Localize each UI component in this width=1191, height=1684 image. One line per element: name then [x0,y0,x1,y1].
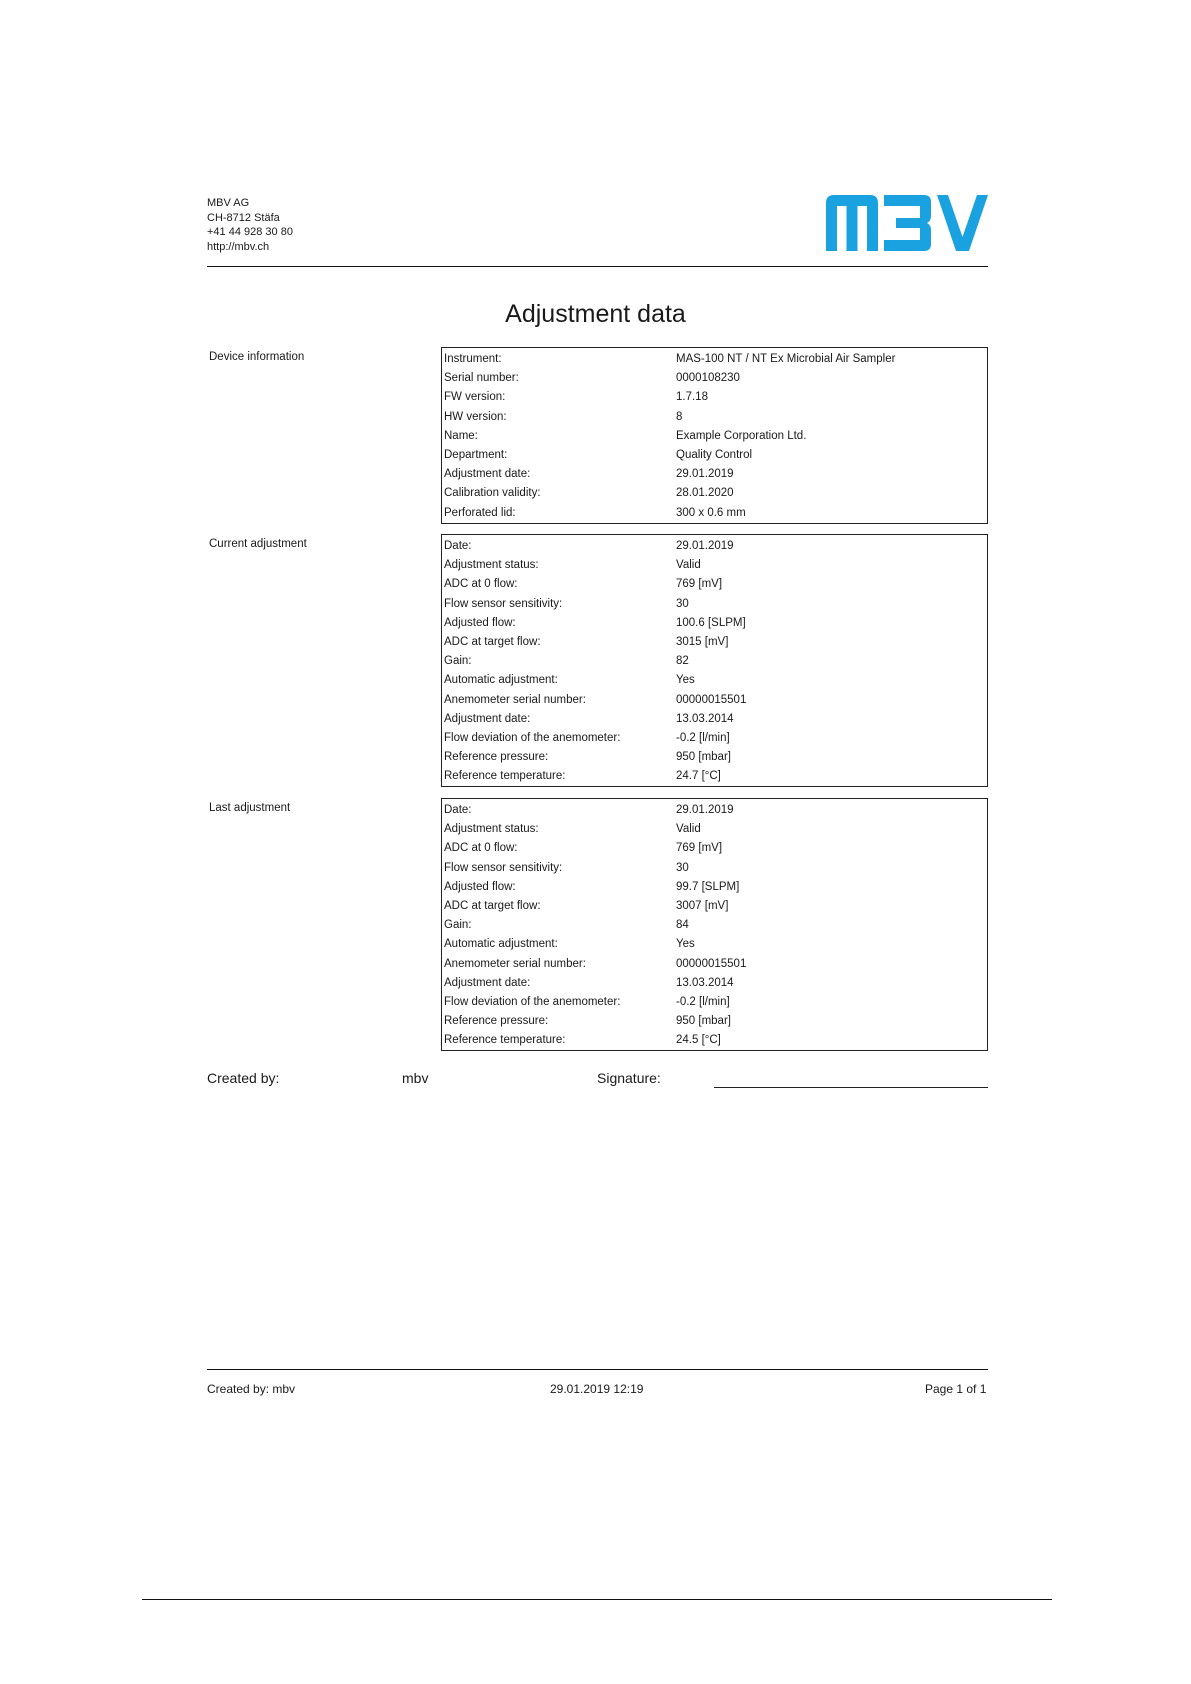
section-label-current-adjustment: Current adjustment [209,538,307,550]
table-row [442,748,987,767]
row-value: 13.03.2014 [676,976,734,989]
table-row [442,691,987,710]
row-label: Name: [444,429,478,442]
row-label: Flow sensor sensitivity: [444,861,563,874]
row-value: 29.01.2019 [676,804,734,816]
company-website: http://mbv.ch [207,240,270,253]
row-label: Serial number: [444,372,519,385]
table-row [442,388,987,407]
current-adjustment-table [441,534,988,787]
table-row [442,504,987,523]
mbv-logo [826,195,988,251]
row-label: Reference temperature: [444,770,566,783]
table-row [442,993,987,1012]
row-label: Automatic adjustment: [444,674,558,687]
row-label: HW version: [444,410,507,423]
company-name: MBV AG [207,197,250,209]
row-label: Reference temperature: [444,1034,566,1047]
table-row [442,652,987,671]
row-value: 28.01.2020 [676,487,734,500]
row-label: Automatic adjustment: [444,938,558,951]
table-row [442,446,987,465]
signature-line [714,1087,988,1088]
table-row [442,537,987,556]
row-value: 24.7 [°C] [676,770,721,783]
row-label: Anemometer serial number: [444,693,586,706]
row-label: Adjustment date: [444,468,531,481]
row-label: Adjustment status: [444,559,539,572]
row-value: 13.03.2014 [676,712,734,725]
row-value: -0.2 [l/min] [676,731,730,744]
signature-label: Signature: [597,1070,661,1086]
table-row [442,820,987,839]
section-label-device-information: Device information [209,351,305,363]
table-row [442,484,987,503]
table-row [442,974,987,993]
table-row [442,897,987,916]
footer-created-by: Created by: mbv [207,1382,296,1396]
company-address [207,196,293,254]
row-value: 100.6 [SLPM] [676,616,746,629]
page-title: Adjustment data [505,300,686,328]
footer-divider [207,1369,988,1370]
row-label: Adjustment status: [444,823,539,836]
table-row [442,1012,987,1031]
row-value: 82 [676,655,689,668]
table-row [442,633,987,652]
row-value: Valid [676,559,701,572]
table-row [442,729,987,748]
row-value: 30 [676,861,689,874]
table-row [442,575,987,594]
row-label: Adjustment date: [444,976,531,989]
row-label: Gain: [444,655,472,668]
row-label: Flow sensor sensitivity: [444,597,563,610]
row-value: Valid [676,823,701,836]
table-row [442,556,987,575]
row-value: 29.01.2019 [676,540,734,552]
table-row [442,614,987,633]
table-row [442,767,987,786]
table-row [442,427,987,446]
row-value: 0000108230 [676,372,740,385]
logo-shapes [826,195,988,251]
row-label: Flow deviation of the anemometer: [444,731,621,744]
row-label: Perforated lid: [444,506,516,519]
row-label: Date: [444,540,472,552]
row-label: Anemometer serial number: [444,957,586,970]
row-value: 3007 [mV] [676,899,729,912]
table-row [442,408,987,427]
row-value: 300 x 0.6 mm [676,506,746,519]
row-label: Adjustment date: [444,712,531,725]
created-by-label: Created by: [207,1070,280,1086]
row-label: ADC at target flow: [444,899,541,912]
header-divider [207,266,988,267]
device-information-table [441,347,988,524]
table-row [442,671,987,690]
table-row [442,465,987,484]
created-by-value: mbv [402,1070,429,1086]
company-phone: +41 44 928 30 80 [207,226,293,238]
row-label: Adjusted flow: [444,880,516,893]
table-row [442,595,987,614]
row-value: 950 [mbar] [676,751,731,764]
row-label: Calibration validity: [444,487,541,500]
table-row [442,935,987,954]
row-value: -0.2 [l/min] [676,995,730,1008]
row-value: Example Corporation Ltd. [676,429,807,442]
row-value: 3015 [mV] [676,635,729,648]
table-row [442,350,987,369]
row-value: 84 [676,919,689,932]
row-value: 99.7 [SLPM] [676,880,740,893]
footer-timestamp: 29.01.2019 12:19 [550,1382,644,1396]
row-value: 24.5 [°C] [676,1034,721,1047]
row-value: 29.01.2019 [676,468,734,481]
row-value: 769 [mV] [676,842,723,855]
row-label: ADC at target flow: [444,635,541,648]
company-city: CH-8712 Stäfa [207,211,280,224]
row-value: 769 [mV] [676,578,723,591]
table-row [442,1031,987,1050]
row-label: Instrument: [444,353,502,365]
row-label: Gain: [444,919,472,932]
row-label: Date: [444,804,472,816]
row-value: MAS-100 NT / NT Ex Microbial Air Sampler [676,353,896,365]
table-row [442,369,987,388]
table-row [442,839,987,858]
row-label: Adjusted flow: [444,616,516,629]
page-bottom-divider [142,1599,1052,1600]
row-value: 8 [676,410,683,423]
row-value: 950 [mbar] [676,1015,731,1028]
row-label: Reference pressure: [444,1015,549,1028]
row-label: Department: [444,448,508,461]
row-label: Flow deviation of the anemometer: [444,995,621,1008]
section-label-last-adjustment: Last adjustment [209,802,291,814]
row-value: 1.7.18 [676,391,708,404]
row-label: ADC at 0 flow: [444,578,518,591]
row-value: 00000015501 [676,957,747,970]
row-label: Reference pressure: [444,751,549,764]
row-label: FW version: [444,391,506,404]
table-row [442,916,987,935]
last-adjustment-table [441,798,988,1051]
row-value: Yes [676,674,695,687]
table-row [442,801,987,820]
row-value: 00000015501 [676,693,747,706]
row-value: 30 [676,597,689,610]
footer-page-number: Page 1 of 1 [925,1382,987,1396]
table-row [442,710,987,729]
table-row [442,859,987,878]
row-value: Yes [676,938,695,951]
row-label: ADC at 0 flow: [444,842,518,855]
table-row [442,878,987,897]
row-value: Quality Control [676,448,753,461]
table-row [442,955,987,974]
